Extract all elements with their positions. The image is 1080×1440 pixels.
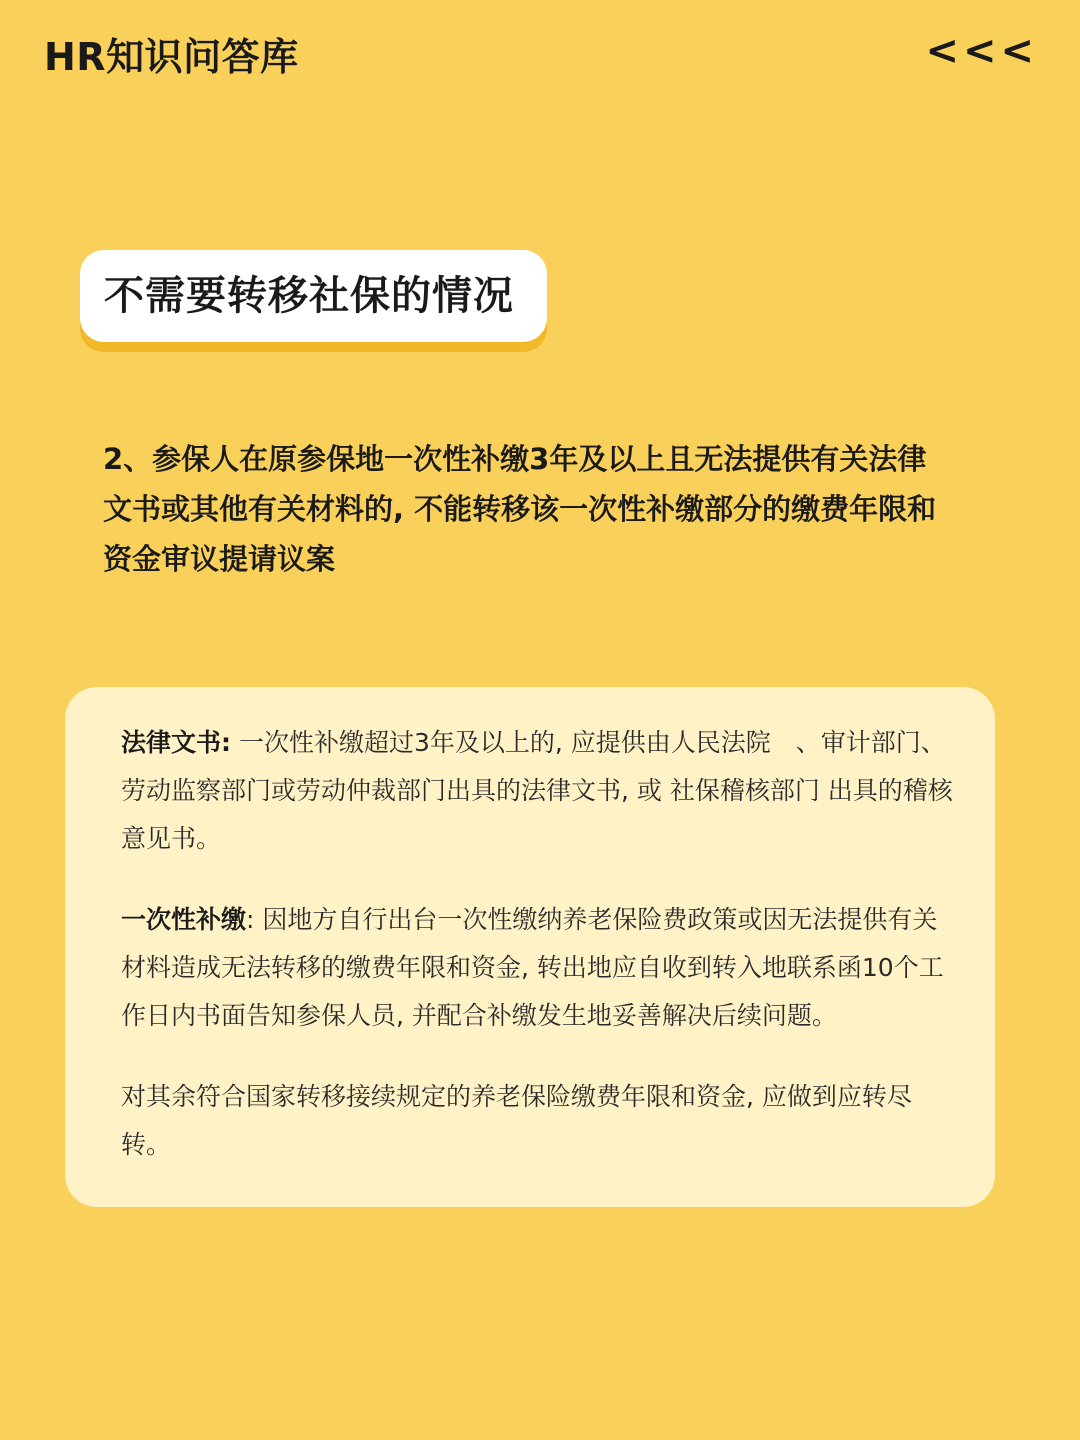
legal-docs-term: 法律文书: (121, 728, 231, 757)
legal-docs-paragraph (121, 719, 959, 863)
point-statement: 2、参保人在原参保地一次性补缴3年及以上且无法提供有关法律文书或其他有关材料的, 不能转移该一次性补缴部分的缴费年限和资金审议提请议案 (103, 442, 937, 576)
section-heading: 不需要转移社保的情况 (104, 273, 514, 319)
lump-sum-paragraph (121, 896, 959, 1040)
back-arrows-icon[interactable]: <<< (925, 28, 1038, 74)
page-header-title: HR知识问答库 (44, 35, 299, 79)
remainder-paragraph: 对其余符合国家转移接续规定的养老保险缴费年限和资金, 应做到应转尽转。 (121, 1082, 912, 1159)
section-heading-pill (80, 250, 547, 342)
lump-sum-term: 一次性补缴 (121, 905, 247, 934)
explanation-card (65, 687, 995, 1207)
legal-docs-text: 一次性补缴超过3年及以上的, 应提供由人民法院 、审计部门、劳动监察部门或劳动仲裁部门出具的法律文书, 或 社保稽核部门 出具的稽核意见书。 (121, 728, 953, 853)
lump-sum-text: : 因地方自行出台一次性缴纳养老保险费政策或因无法提供有关材料造成无法转移的缴费年限和资金, 转出地应自收到转入地联系函10个工作日内书面告知参保人员, 并配合补缴发生地妥善解决后续问题。 (121, 905, 944, 1030)
